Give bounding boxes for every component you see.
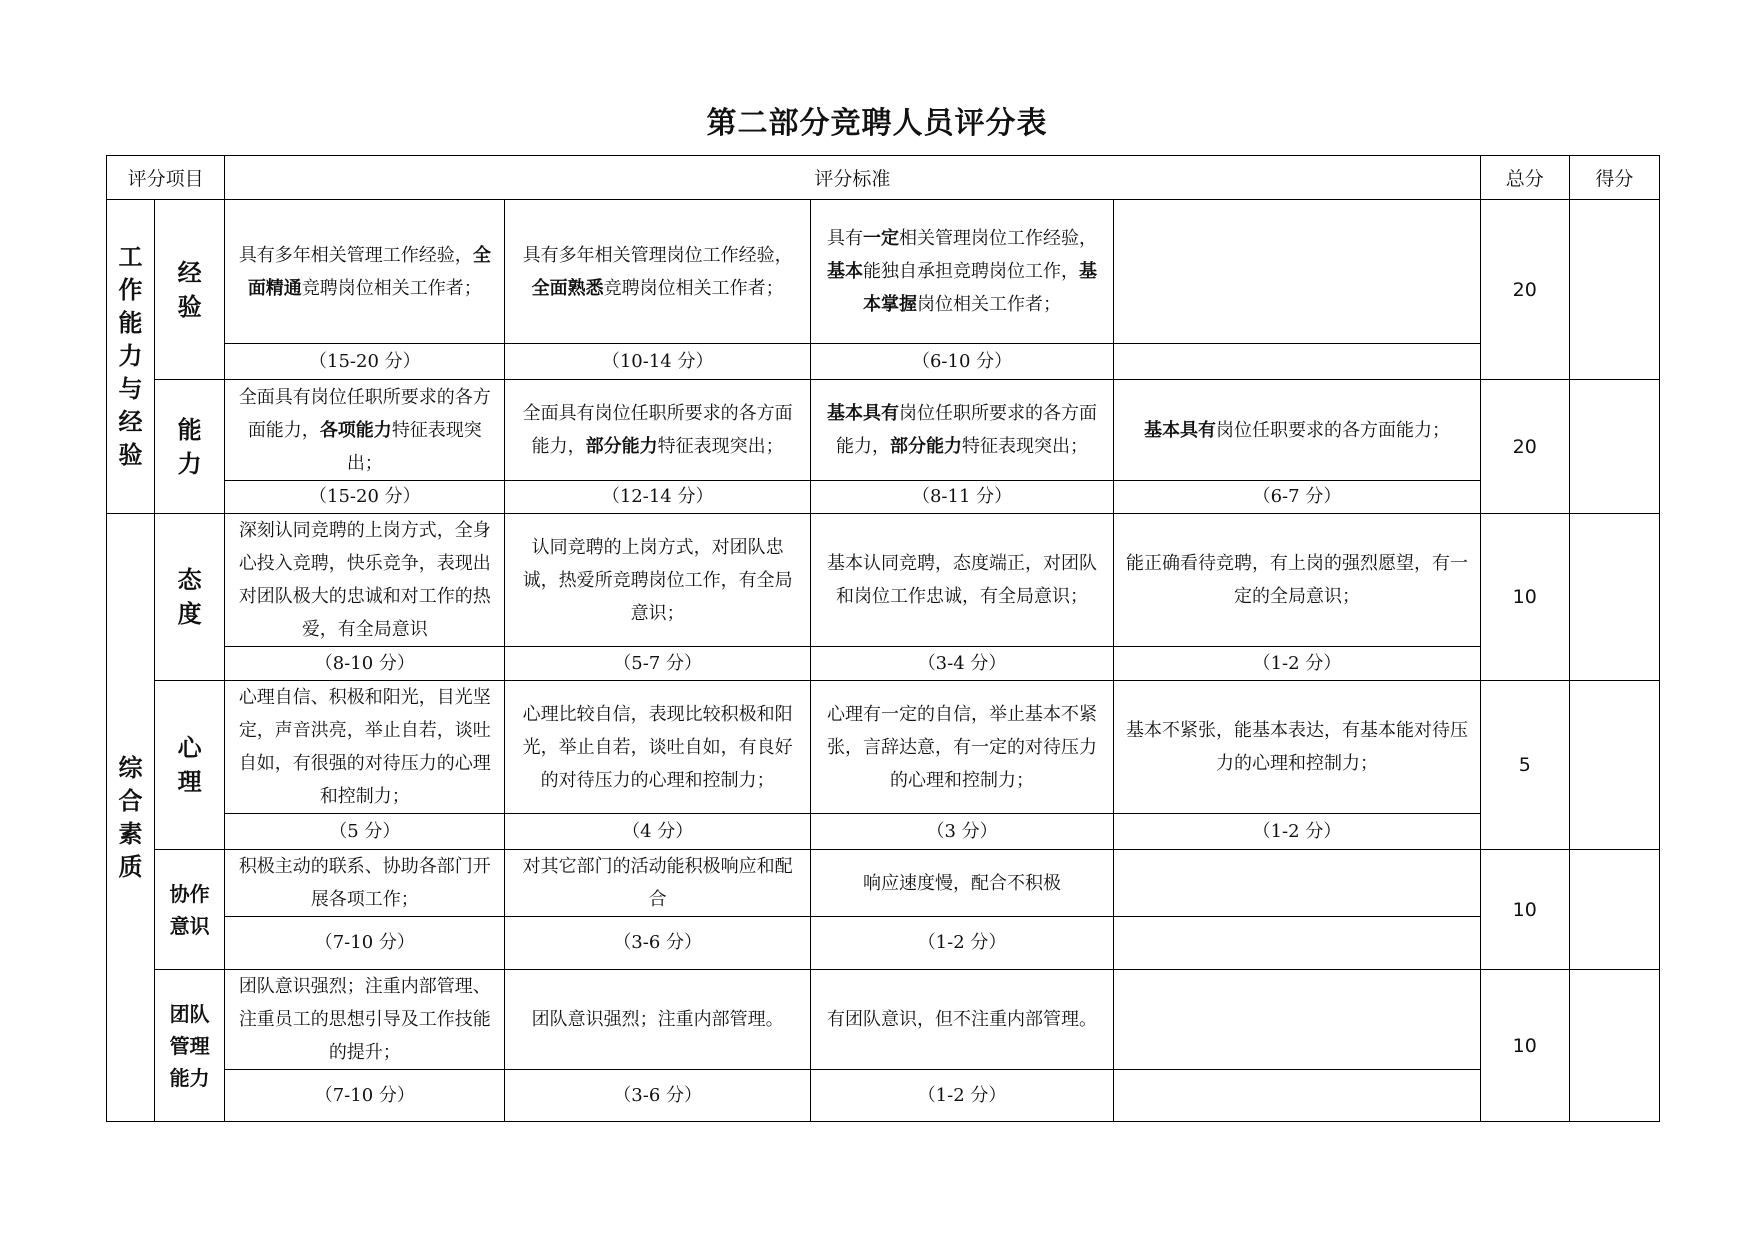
total-score: 10 <box>1480 970 1569 1122</box>
score-row <box>107 344 1660 380</box>
total-score: 10 <box>1480 850 1569 970</box>
got-score[interactable] <box>1569 850 1659 970</box>
table-row <box>107 514 1660 647</box>
score-range: （3-6 分） <box>505 917 810 970</box>
criteria-cell: 基本具有岗位任职所要求的各方面能力，部分能力特征表现突出； <box>810 380 1113 481</box>
score-row <box>107 647 1660 681</box>
score-range <box>1114 1070 1480 1122</box>
score-range: （3 分） <box>810 814 1113 850</box>
score-range: （4 分） <box>505 814 810 850</box>
score-range: （8-10 分） <box>225 647 505 681</box>
criteria-cell <box>1114 970 1480 1070</box>
row-name: 团队管理能力 <box>155 970 225 1122</box>
criteria-cell <box>1114 200 1480 344</box>
total-score: 20 <box>1480 200 1569 380</box>
score-range: （5-7 分） <box>505 647 810 681</box>
score-range: （15-20 分） <box>225 344 505 380</box>
total-score: 20 <box>1480 380 1569 514</box>
score-range: （6-10 分） <box>810 344 1113 380</box>
score-range: （6-7 分） <box>1114 481 1480 514</box>
header-standard: 评分标准 <box>225 156 1481 200</box>
got-score[interactable] <box>1569 380 1659 514</box>
score-range: （1-2 分） <box>810 1070 1113 1122</box>
score-range: （12-14 分） <box>505 481 810 514</box>
total-score: 5 <box>1480 681 1569 850</box>
row-name: 心理 <box>155 681 225 850</box>
criteria-cell: 对其它部门的活动能积极响应和配合 <box>505 850 810 917</box>
score-range <box>1114 344 1480 380</box>
table-row <box>107 380 1660 481</box>
category-quality: 综合素质 <box>107 514 155 1122</box>
scoring-table <box>106 155 1660 1122</box>
score-row <box>107 917 1660 970</box>
criteria-cell <box>1114 850 1480 917</box>
table-row <box>107 200 1660 344</box>
row-name: 态度 <box>155 514 225 681</box>
got-score[interactable] <box>1569 970 1659 1122</box>
criteria-cell: 全面具有岗位任职所要求的各方面能力，各项能力特征表现突出； <box>225 380 505 481</box>
got-score[interactable] <box>1569 514 1659 681</box>
criteria-cell: 具有多年相关管理工作经验，全面精通竞聘岗位相关工作者； <box>225 200 505 344</box>
criteria-cell: 心理比较自信，表现比较积极和阳光，举止自若，谈吐自如，有良好的对待压力的心理和控制力； <box>505 681 810 814</box>
criteria-cell: 心理有一定的自信，举止基本不紧张，言辞达意，有一定的对待压力的心理和控制力； <box>810 681 1113 814</box>
criteria-cell: 团队意识强烈；注重内部管理、注重员工的思想引导及工作技能的提升； <box>225 970 505 1070</box>
score-range: （7-10 分） <box>225 917 505 970</box>
criteria-cell: 基本认同竞聘，态度端正，对团队和岗位工作忠诚，有全局意识； <box>810 514 1113 647</box>
criteria-cell: 能正确看待竞聘，有上岗的强烈愿望，有一定的全局意识； <box>1114 514 1480 647</box>
criteria-cell: 深刻认同竞聘的上岗方式，全身心投入竞聘，快乐竞争，表现出对团队极大的忠诚和对工作的热爱，有全局意识 <box>225 514 505 647</box>
got-score[interactable] <box>1569 200 1659 380</box>
criteria-cell: 团队意识强烈；注重内部管理。 <box>505 970 810 1070</box>
page-title: 第二部分竞聘人员评分表 <box>706 106 1048 141</box>
score-range: （5 分） <box>225 814 505 850</box>
table-row <box>107 681 1660 814</box>
score-range: （3-6 分） <box>505 1070 810 1122</box>
row-name: 协作意识 <box>155 850 225 970</box>
score-range: （8-11 分） <box>810 481 1113 514</box>
criteria-cell: 心理自信、积极和阳光，目光坚定，声音洪亮，举止自若，谈吐自如，有很强的对待压力的心理和控制力； <box>225 681 505 814</box>
criteria-cell: 基本不紧张，能基本表达，有基本能对待压力的心理和控制力； <box>1114 681 1480 814</box>
got-score[interactable] <box>1569 681 1659 850</box>
score-row <box>107 1070 1660 1122</box>
criteria-cell: 全面具有岗位任职所要求的各方面能力，部分能力特征表现突出； <box>505 380 810 481</box>
score-range: （3-4 分） <box>810 647 1113 681</box>
header-got: 得分 <box>1569 156 1659 200</box>
table-row <box>107 970 1660 1070</box>
criteria-cell: 有团队意识，但不注重内部管理。 <box>810 970 1113 1070</box>
criteria-cell: 具有多年相关管理岗位工作经验，全面熟悉竞聘岗位相关工作者； <box>505 200 810 344</box>
category-work: 工作能力与经验 <box>107 200 155 514</box>
row-name: 经验 <box>155 200 225 380</box>
header-item: 评分项目 <box>107 156 225 200</box>
score-range: （7-10 分） <box>225 1070 505 1122</box>
table-row <box>107 850 1660 917</box>
criteria-cell: 响应速度慢，配合不积极 <box>810 850 1113 917</box>
score-range: （1-2 分） <box>810 917 1113 970</box>
score-range <box>1114 917 1480 970</box>
score-range: （1-2 分） <box>1114 647 1480 681</box>
score-range: （10-14 分） <box>505 344 810 380</box>
criteria-cell: 积极主动的联系、协助各部门开展各项工作； <box>225 850 505 917</box>
criteria-cell: 认同竞聘的上岗方式，对团队忠诚，热爱所竞聘岗位工作，有全局意识； <box>505 514 810 647</box>
criteria-cell: 具有一定相关管理岗位工作经验，基本能独自承担竞聘岗位工作，基本掌握岗位相关工作者； <box>810 200 1113 344</box>
total-score: 10 <box>1480 514 1569 681</box>
criteria-cell: 基本具有岗位任职要求的各方面能力； <box>1114 380 1480 481</box>
score-range: （15-20 分） <box>225 481 505 514</box>
header-total: 总分 <box>1480 156 1569 200</box>
header-row <box>107 156 1660 200</box>
score-row <box>107 481 1660 514</box>
score-range: （1-2 分） <box>1114 814 1480 850</box>
row-name: 能力 <box>155 380 225 514</box>
score-row <box>107 814 1660 850</box>
